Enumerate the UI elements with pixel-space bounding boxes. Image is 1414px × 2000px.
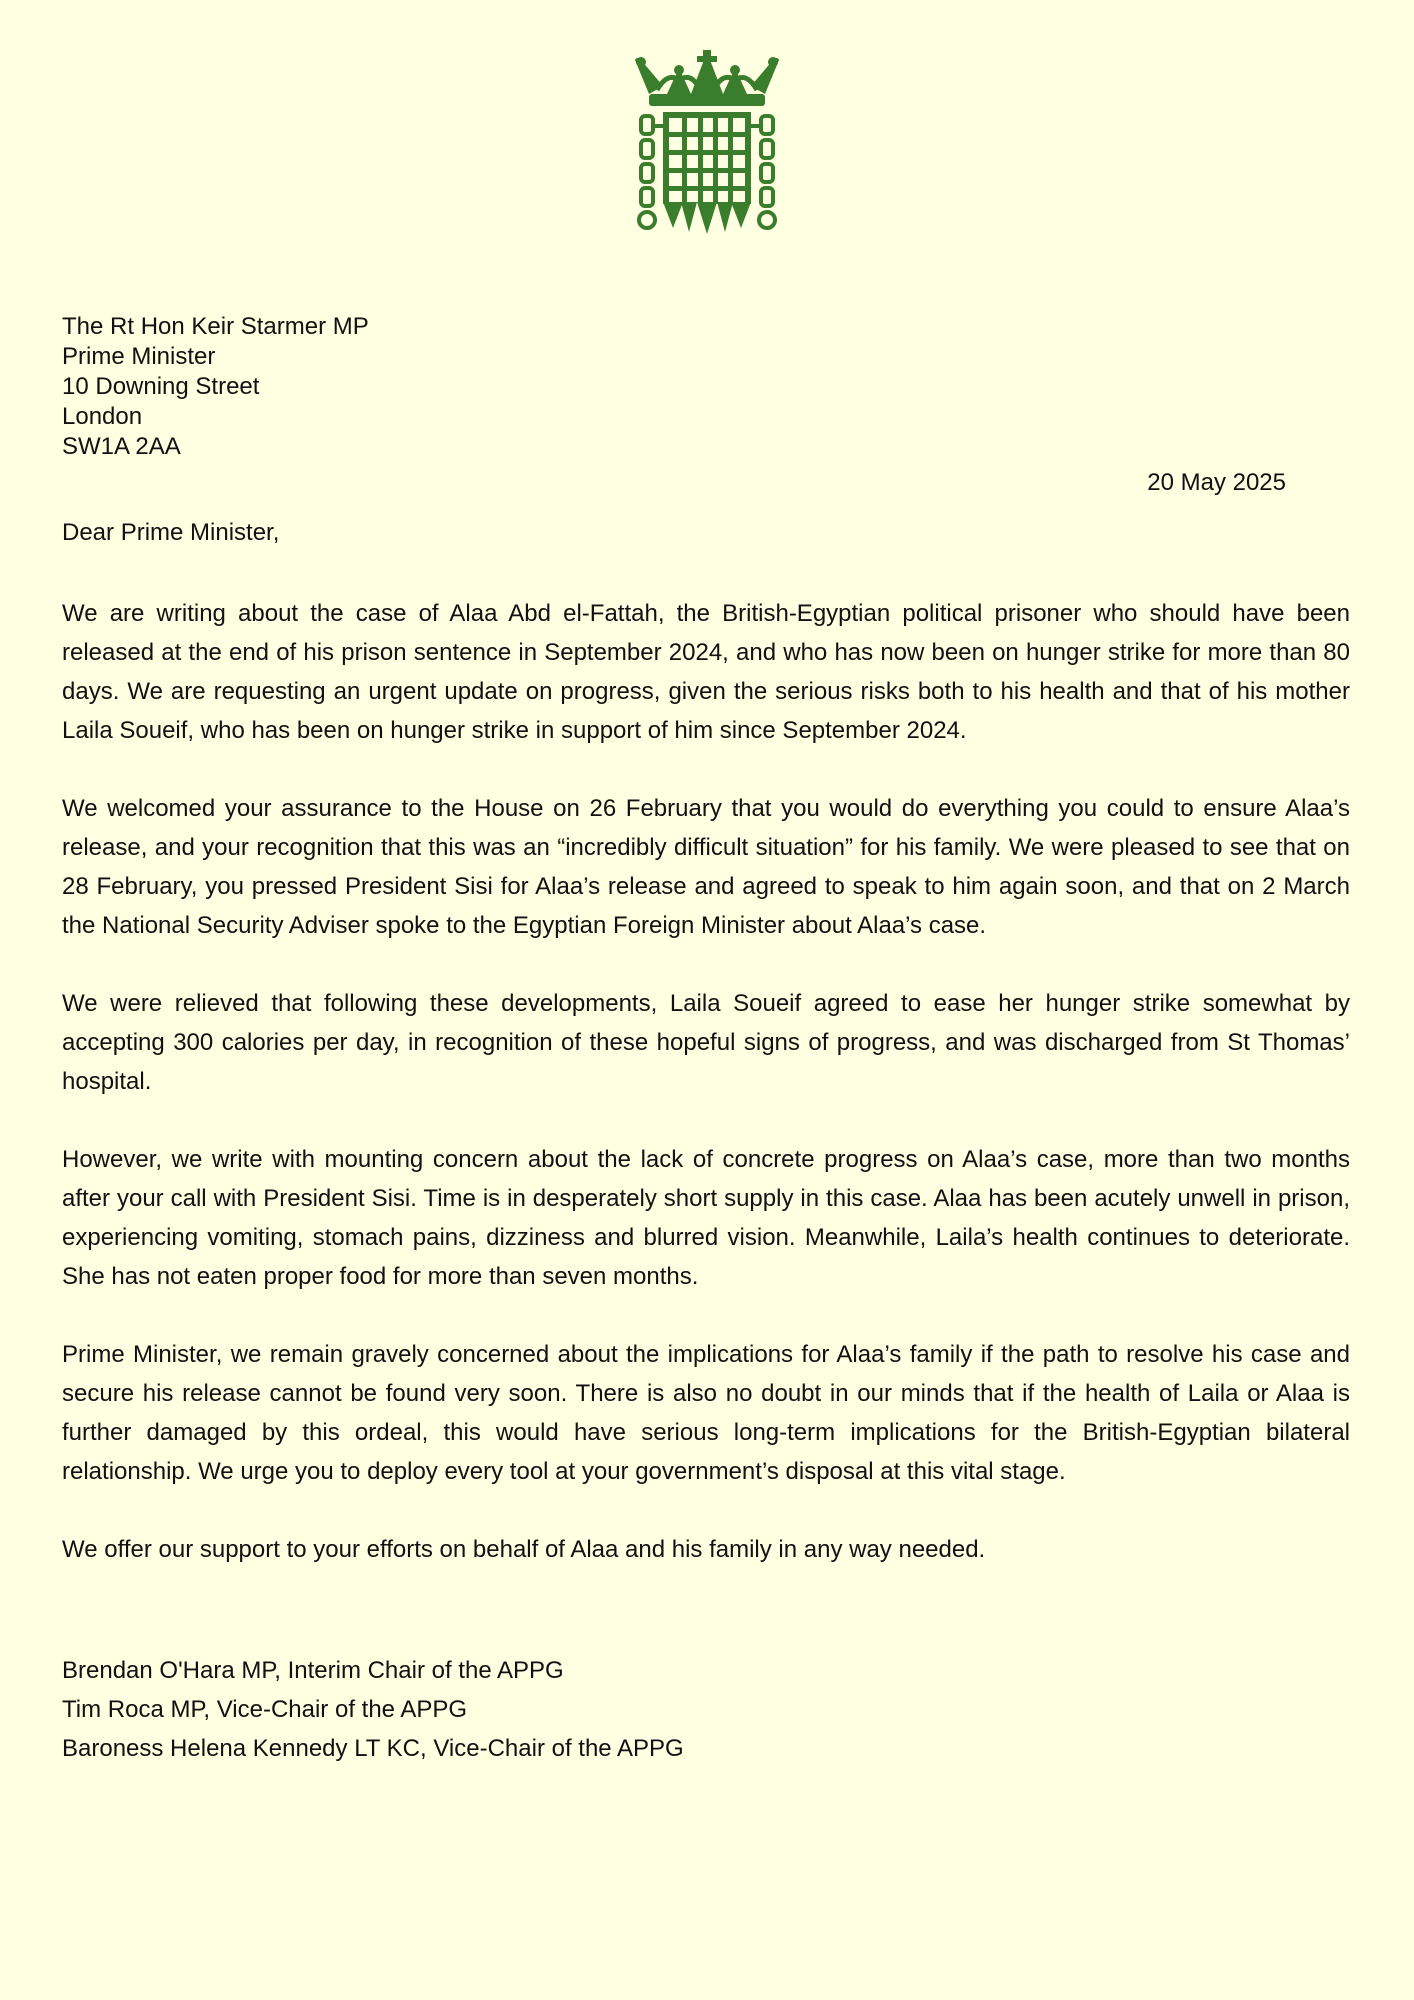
signatory: Tim Roca MP, Vice-Chair of the APPG	[62, 1696, 468, 1723]
letter-body	[62, 594, 1350, 1608]
salutation: Dear Prime Minister,	[62, 519, 280, 546]
address-street: 10 Downing Street	[62, 373, 260, 400]
portcullis-icon	[627, 50, 787, 240]
body-paragraph: We were relieved that following these developments, Laila Soueif agreed to ease her hunger strike somewhat by accepting 300 calories per day, in recognition of these hopeful signs of progress, and was discharged from St Thomas’ hospital.	[62, 990, 1350, 1095]
recipient-title: Prime Minister	[62, 343, 216, 370]
body-paragraph: We offer our support to your efforts on behalf of Alaa and his family in any way needed.	[62, 1536, 986, 1563]
body-paragraph: Prime Minister, we remain gravely concerned about the implications for Alaa’s family if the path to resolve his case and secure his release cannot be found very soon. There is also no doubt in our minds that if the health of Laila or Alaa is further damaged by this ordeal, this would have serious long-term implications for the British-Egyptian bilateral relationship. We urge you to deploy every tool at your government’s disposal at this vital stage.	[62, 1341, 1350, 1485]
recipient-address	[62, 312, 369, 462]
letter-date: 20 May 2025	[1147, 469, 1286, 496]
signatory: Baroness Helena Kennedy LT KC, Vice-Chair of the APPG	[62, 1735, 684, 1762]
body-paragraph: However, we write with mounting concern about the lack of concrete progress on Alaa’s case, more than two months after your call with President Sisi. Time is in desperately short supply in this case. Alaa has been acutely unwell in prison, experiencing vomiting, stomach pains, dizziness and blurred vision. Meanwhile, Laila’s health continues to deteriorate. She has not eaten proper food for more than seven months.	[62, 1146, 1350, 1290]
body-paragraph: We are writing about the case of Alaa Abd el-Fattah, the British-Egyptian political prisoner who should have been released at the end of his prison sentence in September 2024, and who has now been on hunger strike for more than 80 days. We are requesting an urgent update on progress, given the serious risks both to his health and that of his mother Laila Soueif, who has been on hunger strike in support of him since September 2024.	[62, 600, 1350, 744]
body-paragraph: We welcomed your assurance to the House on 26 February that you would do everything you could to ensure Alaa’s release, and your recognition that this was an “incredibly difficult situation” for his family. We were pleased to see that on 28 February, you pressed President Sisi for Alaa’s release and agreed to speak to him again soon, and that on 2 March the National Security Adviser spoke to the Egyptian Foreign Minister about Alaa’s case.	[62, 795, 1350, 939]
signatory: Brendan O'Hara MP, Interim Chair of the APPG	[62, 1657, 564, 1684]
address-postcode: SW1A 2AA	[62, 433, 181, 460]
signatories	[62, 1651, 684, 1768]
recipient-name: The Rt Hon Keir Starmer MP	[62, 313, 369, 340]
address-city: London	[62, 403, 143, 430]
